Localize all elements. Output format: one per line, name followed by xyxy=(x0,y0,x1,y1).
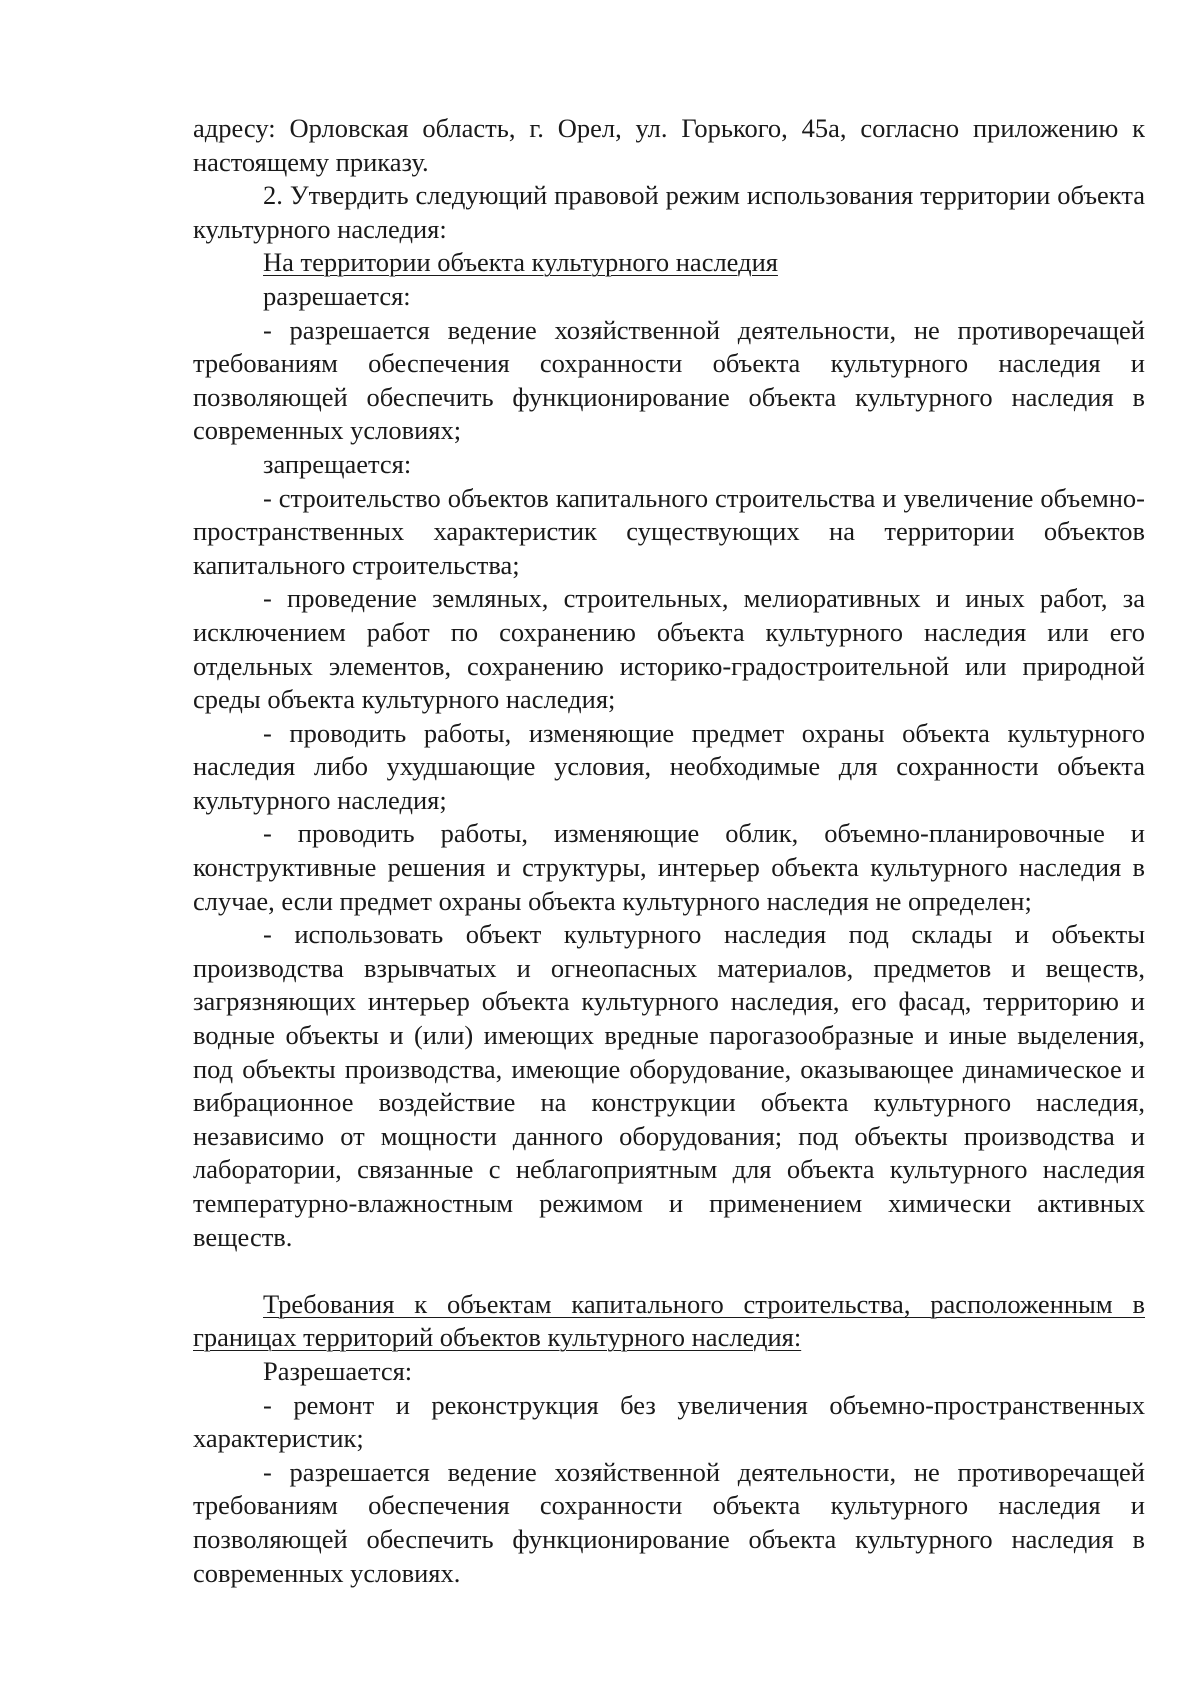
paragraph-prohibited-earthworks: - проведение земляных, строительных, мелиоративных и иных работ, за исключением работ по сохранению объекта культурного наследия или его отдельных элементов, сохранению историко-градостроительной или природной среды объекта культурного наследия; xyxy=(193,583,1145,715)
paragraph-allowed-economic-2: - разрешается ведение хозяйственной деятельности, не противоречащей требованиям обеспечения сохранности объекта культурного наследия и позволяющей обеспечить функционирование объекта культурного наследия в современных условиях. xyxy=(193,1456,1145,1588)
section-heading-requirements-text: Требования к объектам капитального строительства, расположенным в границах территорий объектов культурного наследия: xyxy=(193,1288,1145,1353)
paragraph-prohibited-protection-subject: - проводить работы, изменяющие предмет охраны объекта культурного наследия либо ухудшающие условия, необходимые для сохранности объекта культурного наследия; xyxy=(193,717,1145,815)
label-prohibited: запрещается: xyxy=(263,448,412,479)
section-heading-territory-text: На территории объекта культурного наследия xyxy=(263,247,778,278)
paragraph-prohibited-appearance: - проводить работы, изменяющие облик, объемно-планировочные и конструктивные решения и структуры, интерьер объекта культурного наследия в случае, если предмет охраны объекта культурного наследия не определен; xyxy=(193,818,1145,916)
label-allowed-2: Разрешается: xyxy=(263,1355,413,1386)
document-body xyxy=(193,112,1145,1590)
label-allowed: разрешается: xyxy=(263,280,411,311)
paragraph-prohibited-warehouses: - использовать объект культурного наследия под склады и объекты производства взрывчатых и огнеопасных материалов, предметов и веществ, загрязняющих интерьер объекта культурного наследия, его фасад, территорию и водные объекты и (или) имеющих вредные парогазообразные и иные выделения, под объекты производства, имеющие оборудование, оказывающее динамическое и вибрационное воздействие на конструкции объекта культурного наследия, независимо от мощности данного оборудования; под объекты производства и лаборатории, связанные с неблагоприятным для объекта культурного наследия температурно-влажностным режимом и применением химически активных веществ. xyxy=(193,919,1145,1252)
paragraph-allowed-economic: - разрешается ведение хозяйственной деятельности, не противоречащей требованиям обеспечения сохранности объекта культурного наследия и позволяющей обеспечить функционирование объекта культурного наследия в современных условиях; xyxy=(193,314,1145,446)
paragraph-item-2: 2. Утвердить следующий правовой режим использования территории объекта культурного наследия: xyxy=(193,180,1145,244)
section-heading-territory xyxy=(193,246,1145,280)
paragraph-prohibited-construction: - строительство объектов капитального строительства и увеличение объемно-пространственных характеристик существующих на территории объектов капитального строительства; xyxy=(193,482,1145,580)
spacer xyxy=(193,1254,1145,1288)
paragraph-allowed-repair: - ремонт и реконструкция без увеличения объемно-пространственных характеристик; xyxy=(193,1389,1145,1454)
section-heading-requirements xyxy=(193,1288,1145,1355)
paragraph-address: адресу: Орловская область, г. Орел, ул. Горького, 45а, согласно приложению к настоящему приказу. xyxy=(193,113,1145,177)
